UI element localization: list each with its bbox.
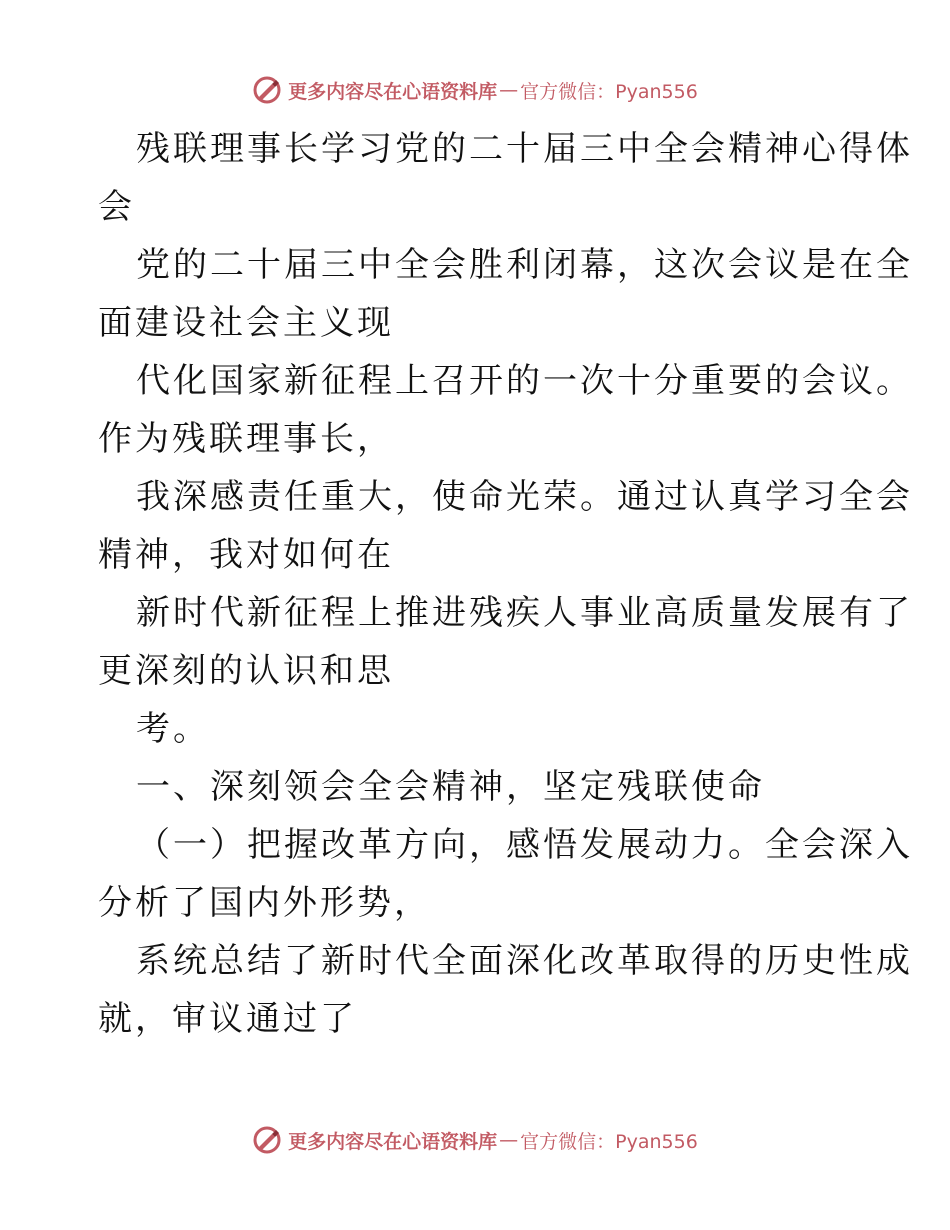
text-line: 党的二十届三中全会胜利闭幕，这次会议是在全 bbox=[136, 245, 913, 285]
text-line: 更深刻的认识和思 bbox=[98, 651, 394, 691]
text-line: 系统总结了新时代全面深化改革取得的历史性成 bbox=[136, 941, 913, 981]
document-body bbox=[98, 120, 913, 1048]
text-line: 分析了国内外形势， bbox=[98, 883, 431, 923]
footer-wechat: 官方微信：Pyan556 bbox=[520, 1130, 698, 1153]
header-site-name: 更多内容尽在心语资料库 bbox=[288, 80, 498, 103]
text-line: 新时代新征程上推进残疾人事业高质量发展有了 bbox=[136, 593, 913, 633]
text-line: 面建设社会主义现 bbox=[98, 303, 394, 343]
text-line: （一）把握改革方向，感悟发展动力。全会深入 bbox=[136, 825, 913, 865]
text-line: 作为残联理事长， bbox=[98, 419, 394, 459]
footer-banner bbox=[0, 1120, 950, 1160]
text-line: 残联理事长学习党的二十届三中全会精神心得体 bbox=[136, 129, 913, 169]
header-wechat: 官方微信：Pyan556 bbox=[520, 80, 698, 103]
text-line: 代化国家新征程上召开的一次十分重要的会议。 bbox=[136, 361, 913, 401]
header-banner bbox=[0, 70, 950, 110]
header-separator: — bbox=[499, 79, 519, 101]
text-line: 就，审议通过了 bbox=[98, 999, 357, 1039]
text-line: 我深感责任重大，使命光荣。通过认真学习全会 bbox=[136, 477, 913, 517]
pen-logo-icon bbox=[252, 75, 282, 105]
footer-separator: — bbox=[499, 1129, 519, 1151]
pen-logo-icon bbox=[252, 1125, 282, 1155]
text-line: 考。 bbox=[136, 709, 210, 749]
text-line: 一、深刻领会全会精神，坚定残联使命 bbox=[136, 767, 765, 807]
text-line: 会 bbox=[98, 187, 135, 227]
text-line: 精神，我对如何在 bbox=[98, 535, 394, 575]
footer-site-name: 更多内容尽在心语资料库 bbox=[288, 1130, 498, 1153]
